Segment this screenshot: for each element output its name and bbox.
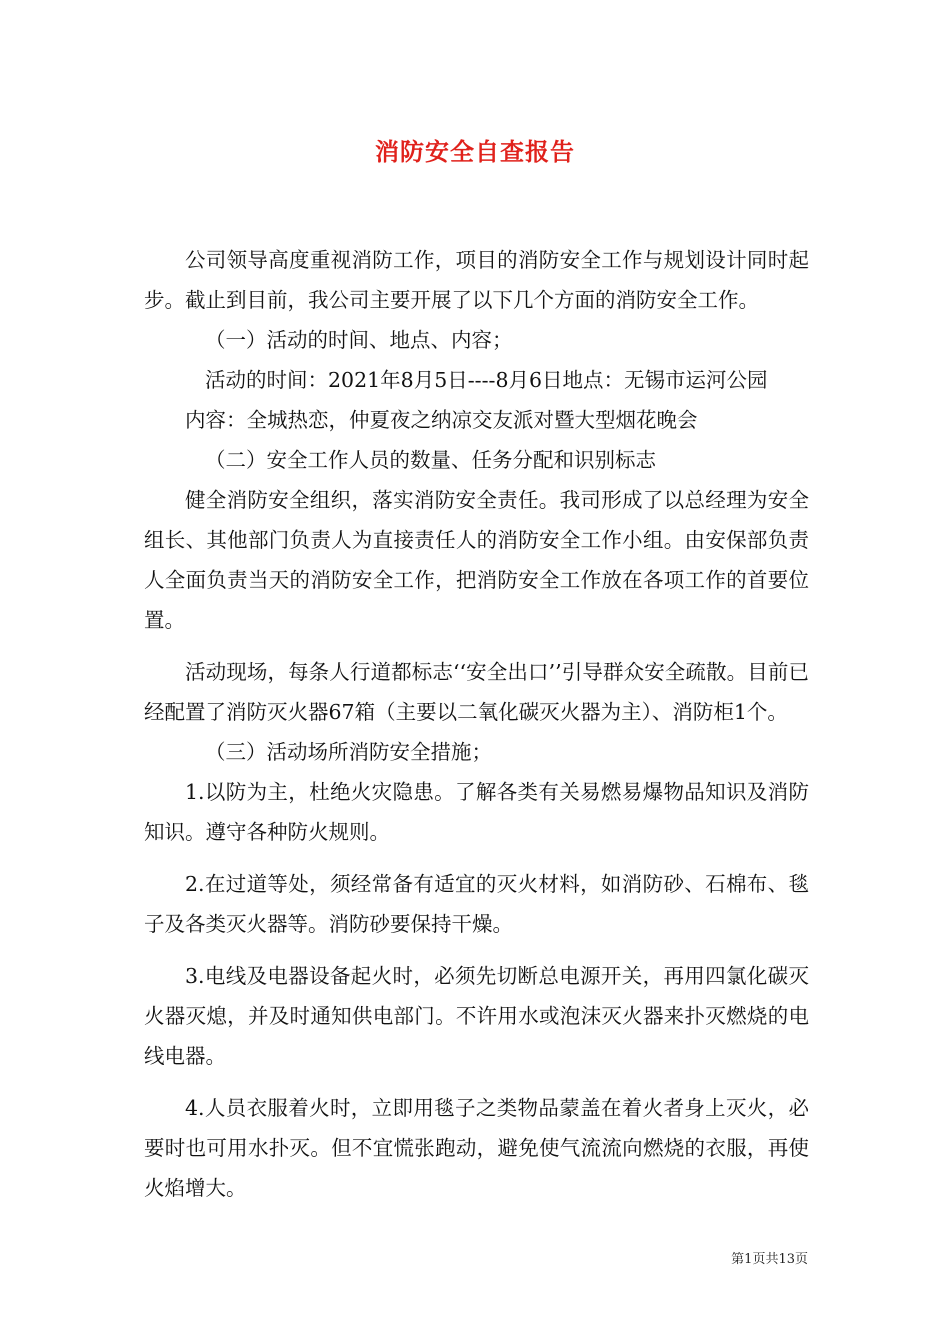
measure-item-4: 4.人员衣服着火时，立即用毯子之类物品蒙盖在着火者身上灭火，必要时也可用水扑灭。但不宜慌张跑动，避免使气流流向燃烧的衣服，再使火焰增大。 (144, 1096, 809, 1200)
paragraph-intro: 公司领导高度重视消防工作，项目的消防安全工作与规划设计同时起步。截止到目前，我公司主要开展了以下几个方面的消防安全工作。 (144, 248, 809, 312)
paragraph-content: 内容：全城热恋，仲夏夜之纳凉交友派对暨大型烟花晚会 (185, 408, 698, 432)
section-heading-3: （三）活动场所消防安全措施； (205, 740, 492, 764)
document-body (144, 240, 809, 1220)
page-footer: 第1页共13页 (731, 1252, 808, 1267)
paragraph-time-location: 活动的时间：2021年8月5日----8月6日地点：无锡市运河公园 (205, 368, 768, 392)
section-heading-1: （一）活动的时间、地点、内容； (205, 328, 513, 352)
paragraph-site: 活动现场，每条人行道都标志‘‘安全出口’’引导群众安全疏散。目前已经配置了消防灭火器67箱（主要以二氧化碳灭火器为主）、消防柜1个。 (144, 660, 809, 724)
section-heading-2: （二）安全工作人员的数量、任务分配和识别标志 (205, 448, 656, 472)
measure-item-1: 1.以防为主，杜绝火灾隐患。了解各类有关易燃易爆物品知识及消防知识。遵守各种防火规则。 (144, 780, 809, 844)
measure-item-3: 3.电线及电器设备起火时，必须先切断总电源开关，再用四氯化碳灭火器灭熄，并及时通知供电部门。不许用水或泡沫灭火器来扑灭燃烧的电线电器。 (144, 964, 809, 1068)
document-title: 消防安全自查报告 (375, 137, 575, 166)
measure-item-2: 2.在过道等处，须经常备有适宜的灭火材料，如消防砂、石棉布、毯子及各类灭火器等。消防砂要保持干燥。 (144, 872, 809, 936)
paragraph-organization: 健全消防安全组织，落实消防安全责任。我司形成了以总经理为安全组长、其他部门负责人为直接责任人的消防安全工作小组。由安保部负责人全面负责当天的消防安全工作，把消防安全工作放在各项工作的首要位置。 (144, 488, 809, 632)
